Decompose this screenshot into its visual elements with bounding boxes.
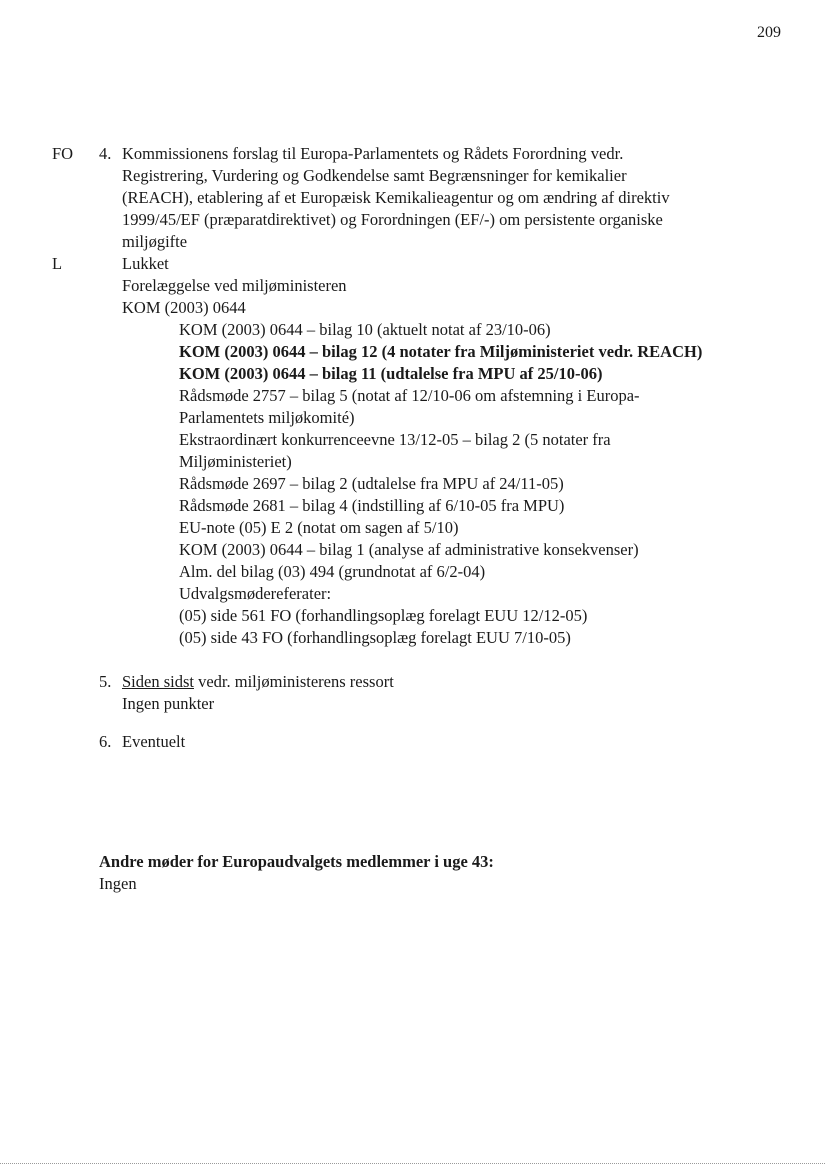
item-number: 5.	[99, 672, 112, 691]
item-number: 4.	[99, 144, 112, 163]
item-status: Lukket	[122, 254, 169, 273]
margin-code-fo: FO	[52, 144, 74, 163]
item-body	[122, 143, 799, 649]
item-presentation: Forelæggelse ved miljøministeren	[122, 276, 347, 295]
section-title: Andre møder for Europaudvalgets medlemmer i uge 43:	[99, 852, 494, 871]
reference-entry: Alm. del bilag (03) 494 (grundnotat af 6/2-04)	[179, 562, 486, 581]
agenda-item-5	[99, 671, 799, 715]
reference-entry: Udvalgsmødereferater:	[179, 584, 332, 603]
item-title-line: (REACH), etablering af et Europæisk Kemikalieagentur og om ændring af direktiv	[122, 188, 670, 207]
item-body	[122, 731, 799, 753]
reference-entry: KOM (2003) 0644 – bilag 12 (4 notater fra Miljøministeriet vedr. REACH)	[179, 342, 703, 361]
reference-entry: EU-note (05) E 2 (notat om sagen af 5/10)	[179, 518, 459, 537]
item-number: 6.	[99, 732, 112, 751]
reference-entry: KOM (2003) 0644 – bilag 1 (analyse af administrative konsekvenser)	[179, 540, 639, 559]
reference-entry: KOM (2003) 0644 – bilag 10 (aktuelt notat af 23/10-06)	[179, 320, 551, 339]
page-bottom-border	[0, 1163, 825, 1164]
item-title-line: 1999/45/EF (præparatdirektivet) og Forordningen (EF/-) om persistente organiske	[122, 210, 663, 229]
reference-list	[179, 319, 759, 649]
agenda-item-6	[99, 731, 799, 753]
other-meetings-section	[99, 851, 799, 895]
reference-entry: Rådsmøde 2757 – bilag 5 (notat af 12/10-06 om afstemning i Europa-	[179, 386, 640, 405]
reference-entry: Parlamentets miljøkomité)	[179, 408, 355, 427]
item-body-text: Ingen punkter	[122, 694, 215, 713]
item-title-rest: vedr. miljøministerens ressort	[193, 672, 394, 691]
reference-entry: Rådsmøde 2697 – bilag 2 (udtalelse fra MPU af 24/11-05)	[179, 474, 564, 493]
item-title-line: miljøgifte	[122, 232, 188, 251]
item-body	[122, 671, 799, 715]
reference-entry: KOM (2003) 0644 – bilag 11 (udtalelse fra MPU af 25/10-06)	[179, 364, 603, 383]
page-number: 209	[757, 24, 781, 41]
item-title-line: Kommissionens forslag til Europa-Parlamentets og Rådets Forordning vedr.	[122, 144, 624, 163]
reference-entry: (05) side 43 FO (forhandlingsoplæg forelagt EUU 7/10-05)	[179, 628, 571, 647]
item-reference: KOM (2003) 0644	[122, 298, 246, 317]
item-title: Eventuelt	[122, 732, 186, 751]
item-title-line: Registrering, Vurdering og Godkendelse samt Begrænsninger for kemikalier	[122, 166, 627, 185]
agenda-item-4	[99, 143, 799, 649]
margin-code-l: L	[52, 254, 63, 273]
item-title-underlined: Siden sidst	[122, 672, 194, 691]
section-body: Ingen	[99, 874, 137, 893]
reference-entry: (05) side 561 FO (forhandlingsoplæg forelagt EUU 12/12-05)	[179, 606, 588, 625]
reference-entry: Ekstraordinært konkurrenceevne 13/12-05 – bilag 2 (5 notater fra	[179, 430, 611, 449]
reference-entry: Rådsmøde 2681 – bilag 4 (indstilling af 6/10-05 fra MPU)	[179, 496, 565, 515]
reference-entry: Miljøministeriet)	[179, 452, 292, 471]
item-title	[122, 671, 799, 693]
